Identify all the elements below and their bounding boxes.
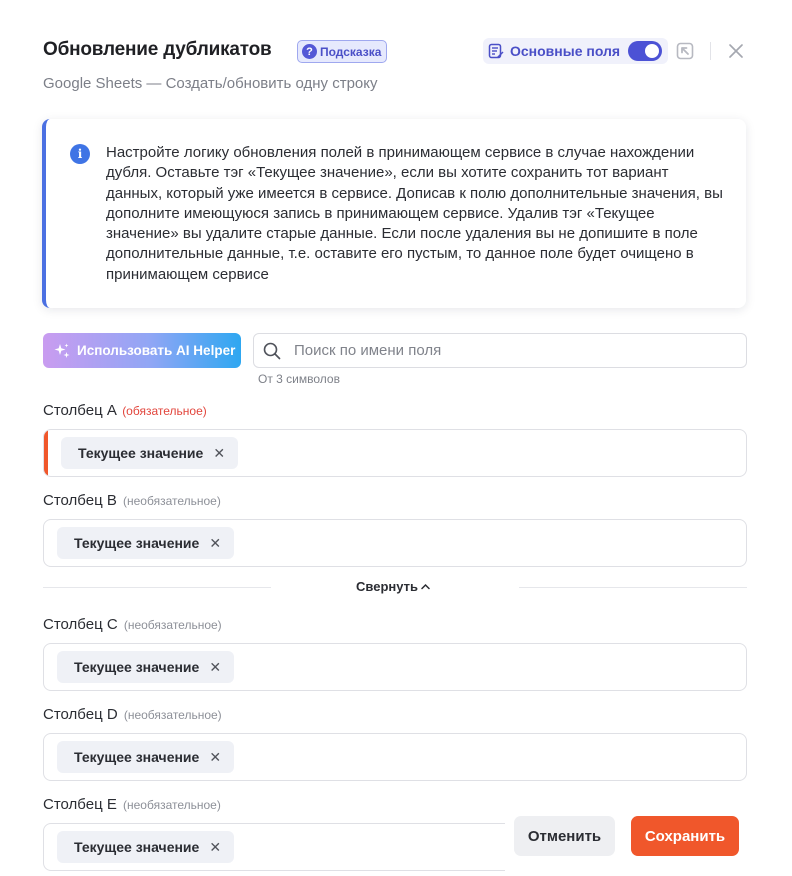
tag-label: Текущее значение [78,445,204,461]
collapse-label: Свернуть [356,579,418,594]
list-edit-icon [488,43,504,59]
tag-label: Текущее значение [74,749,200,765]
optional-marker: (необязательное) [123,618,222,632]
field-label-text: Столбец E [43,796,117,813]
optional-marker: (необязательное) [123,798,221,812]
modal-header [43,38,746,66]
collapse-divider [43,579,747,597]
arrow-up-left-icon[interactable] [675,41,695,61]
switch-knob [645,44,659,58]
required-marker: (обязательное) [122,404,207,418]
current-value-tag [57,741,234,773]
field-label-c [43,616,222,633]
field-label-text: Столбец A [43,402,117,419]
optional-marker: (необязательное) [123,494,221,508]
field-label-text: Столбец C [43,616,118,633]
save-button[interactable]: Сохранить [631,816,739,856]
tag-remove-icon[interactable]: ✕ [209,838,222,855]
ai-helper-label: Использовать AI Helper [77,343,236,358]
tag-label: Текущее значение [74,839,200,855]
cancel-button[interactable]: Отменить [514,816,615,856]
field-label-a [43,402,207,419]
main-fields-toggle[interactable] [483,38,668,64]
collapse-button[interactable] [356,579,430,594]
page-title: Обновление дубликатов [43,39,272,60]
subtitle: Google Sheets — Создать/обновить одну строку [43,75,378,92]
tag-label: Текущее значение [74,535,200,551]
field-input-d[interactable] [43,733,747,781]
tag-remove-icon[interactable]: ✕ [209,658,222,675]
search-box [253,333,747,368]
field-label-text: Столбец B [43,492,117,509]
sparkles-icon [54,343,70,359]
tag-remove-icon[interactable]: ✕ [213,444,226,461]
divider-line-right [519,587,747,588]
search-input[interactable] [294,334,734,367]
info-icon: i [70,144,90,164]
header-divider [710,42,711,60]
field-label-e [43,796,221,813]
hint-label: Подсказка [320,44,382,59]
main-fields-switch[interactable] [628,41,662,61]
chevron-up-icon [421,583,430,590]
tag-remove-icon[interactable]: ✕ [209,748,222,765]
tag-label: Текущее значение [74,659,200,675]
field-input-c[interactable] [43,643,747,691]
ai-helper-button[interactable] [43,333,241,368]
question-circle-icon: ? [302,44,317,59]
current-value-tag [57,527,234,559]
field-label-d [43,706,222,723]
search-icon [263,342,281,360]
field-label-text: Столбец D [43,706,118,723]
field-input-b[interactable] [43,519,747,567]
close-icon[interactable] [727,42,745,60]
divider-line-left [43,587,271,588]
field-label-b [43,492,221,509]
search-hint: От 3 символов [258,372,340,386]
current-value-tag [61,437,238,469]
info-callout [42,119,746,308]
main-fields-label: Основные поля [510,43,621,59]
hint-button[interactable] [297,40,387,63]
current-value-tag [57,651,234,683]
optional-marker: (необязательное) [123,708,222,722]
current-value-tag [57,831,234,863]
field-input-a[interactable] [43,429,747,477]
info-text: Настройте логику обновления полей в принимающем сервисе в случае нахождении дубля. Оставьте тэг «Текущее значение», если вы хотите сохранить тот вариант данных, который уже имеется в сервисе. Дописав к полю дополнительные значения, вы дополните имеющуюся запись в принимающем сервисе. Удалив тэг «Текущее значение» вы удалите старые данные. Если после удаления вы не допишите в поле дополнительные данные, т.е. оставите его пустым, то данное поле будет очищено в принимающем сервисе [106,144,723,283]
tag-remove-icon[interactable]: ✕ [209,534,222,551]
